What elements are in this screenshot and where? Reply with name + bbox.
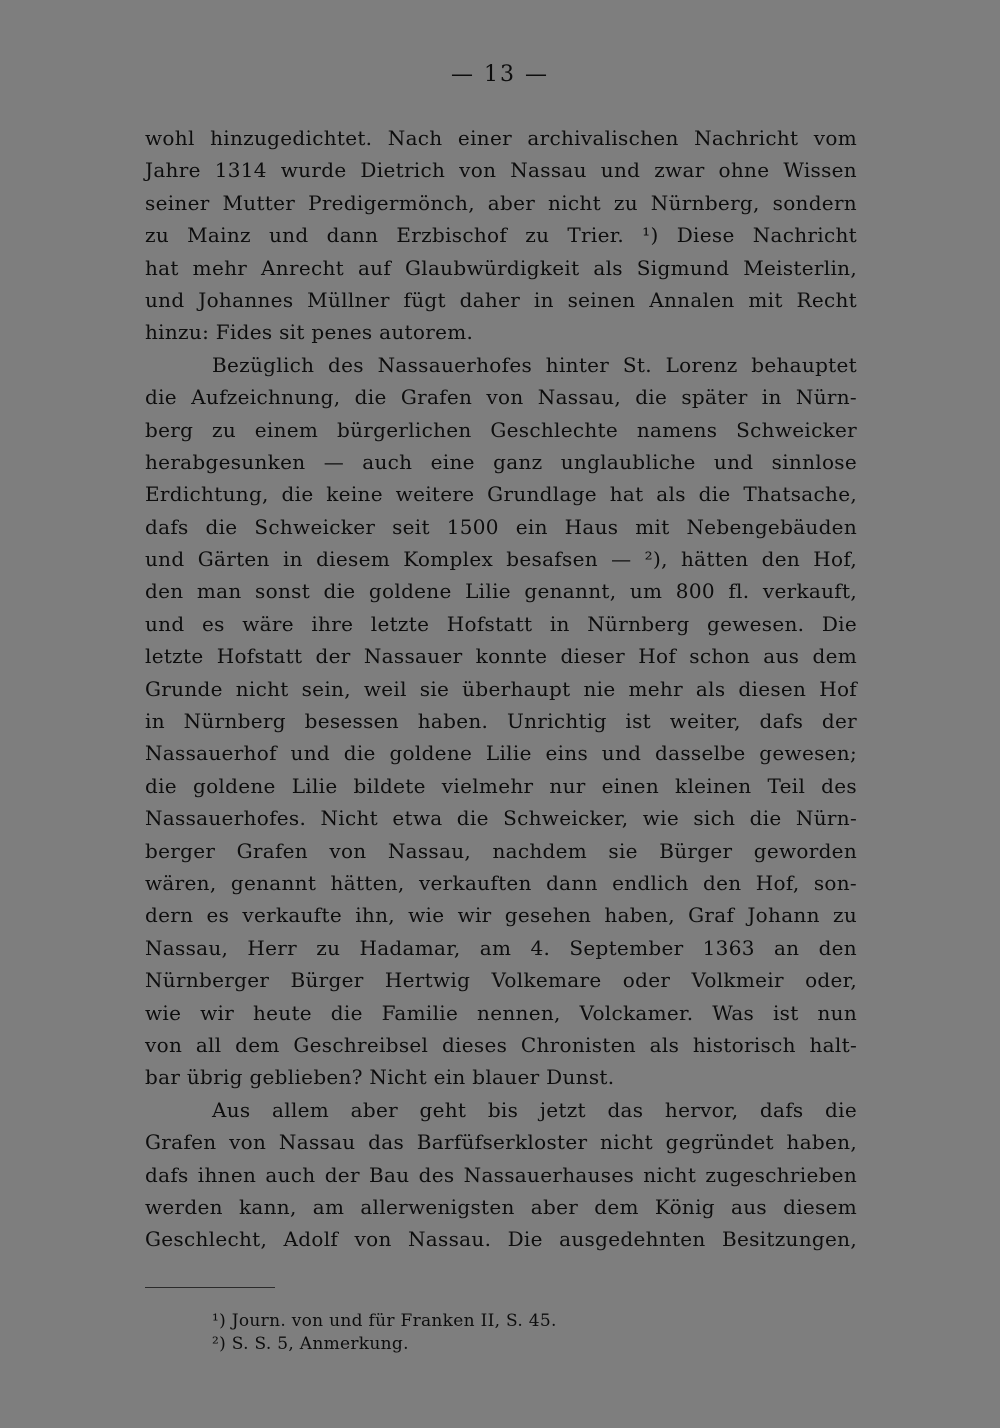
text-line: hinzu: Fides sit penes autorem.	[145, 320, 474, 345]
footnote: ¹) Journ. von und für Franken II, S. 45.	[212, 1311, 557, 1331]
text-line: Bezüglich des Nassauerhofes hinter St. Lorenz behauptet	[212, 352, 857, 377]
footnote-divider	[145, 1287, 275, 1288]
text-line: Grafen von Nassau das Barfüfserkloster nicht gegründet haben,	[145, 1130, 857, 1155]
text-line: die Aufzeichnung, die Grafen von Nassau, die später in Nürn-	[145, 385, 857, 410]
text-line: bar übrig geblieben? Nicht ein blauer Dunst.	[145, 1065, 615, 1090]
text-line: Geschlecht, Adolf von Nassau. Die ausgedehnten Besitzungen,	[145, 1227, 857, 1252]
body-text	[145, 122, 857, 1256]
text-line: in Nürnberg besessen haben. Unrichtig ist weiter, dafs der	[145, 709, 857, 734]
text-line: werden kann, am allerwenigsten aber dem König aus diesem	[145, 1194, 857, 1219]
text-line: wie wir heute die Familie nennen, Volckamer. Was ist nun	[145, 1000, 857, 1025]
text-line: Nassauerhof und die goldene Lilie eins und dasselbe gewesen;	[145, 741, 857, 766]
text-line: Nürnberger Bürger Hertwig Volkemare oder Volkmeir oder,	[145, 968, 857, 993]
text-line: Grunde nicht sein, weil sie überhaupt nie mehr als diesen Hof	[145, 676, 857, 701]
text-line: die goldene Lilie bildete vielmehr nur einen kleinen Teil des	[145, 773, 857, 798]
text-line: dafs ihnen auch der Bau des Nassauerhauses nicht zugeschrieben	[145, 1162, 857, 1187]
text-line: Jahre 1314 wurde Dietrich von Nassau und zwar ohne Wissen	[145, 158, 857, 183]
text-line: letzte Hofstatt der Nassauer konnte dieser Hof schon aus dem	[145, 644, 857, 669]
text-line: von all dem Geschreibsel dieses Chronisten als historisch halt-	[145, 1032, 857, 1057]
paragraph	[145, 122, 857, 349]
text-line: dern es verkaufte ihn, wie wir gesehen haben, Graf Johann zu	[145, 903, 857, 928]
text-line: und es wäre ihre letzte Hofstatt in Nürnberg gewesen. Die	[145, 611, 857, 636]
text-line: wohl hinzugedichtet. Nach einer archivalischen Nachricht vom	[145, 126, 857, 150]
text-line: und Gärten in diesem Komplex besafsen — ²), hätten den Hof,	[145, 547, 857, 572]
text-line: Nassau, Herr zu Hadamar, am 4. September 1363 an den	[145, 935, 857, 960]
text-line: berg zu einem bürgerlichen Geschlechte namens Schweicker	[145, 417, 857, 442]
page-number: — 13 —	[451, 62, 549, 87]
text-line: herabgesunken — auch eine ganz unglaubliche und sinnlose	[145, 449, 857, 474]
text-line: seiner Mutter Predigermönch, aber nicht zu Nürnberg, sondern	[145, 190, 857, 215]
text-line: berger Grafen von Nassau, nachdem sie Bürger geworden	[145, 838, 857, 863]
text-line: Erdichtung, die keine weitere Grundlage hat als die Thatsache,	[145, 482, 857, 507]
text-line: den man sonst die goldene Lilie genannt, um 800 fl. verkauft,	[145, 579, 857, 604]
text-line: und Johannes Müllner fügt daher in seinen Annalen mit Recht	[145, 287, 857, 312]
text-line: hat mehr Anrecht auf Glaubwürdigkeit als Sigmund Meisterlin,	[145, 255, 857, 280]
text-line: zu Mainz und dann Erzbischof zu Trier. ¹) Diese Nachricht	[145, 223, 857, 248]
text-line: Nassauerhofes. Nicht etwa die Schweicker, wie sich die Nürn-	[145, 806, 857, 831]
text-line: Aus allem aber geht bis jetzt das hervor, dafs die	[212, 1097, 857, 1122]
text-line: dafs die Schweicker seit 1500 ein Haus mit Nebengebäuden	[145, 514, 857, 539]
paragraph	[145, 349, 857, 1094]
footnotes	[212, 1310, 712, 1356]
footnote: ²) S. S. 5, Anmerkung.	[212, 1334, 409, 1354]
text-line: wären, genannt hätten, verkauften dann endlich den Hof, son-	[145, 870, 857, 895]
paragraph	[145, 1094, 857, 1256]
